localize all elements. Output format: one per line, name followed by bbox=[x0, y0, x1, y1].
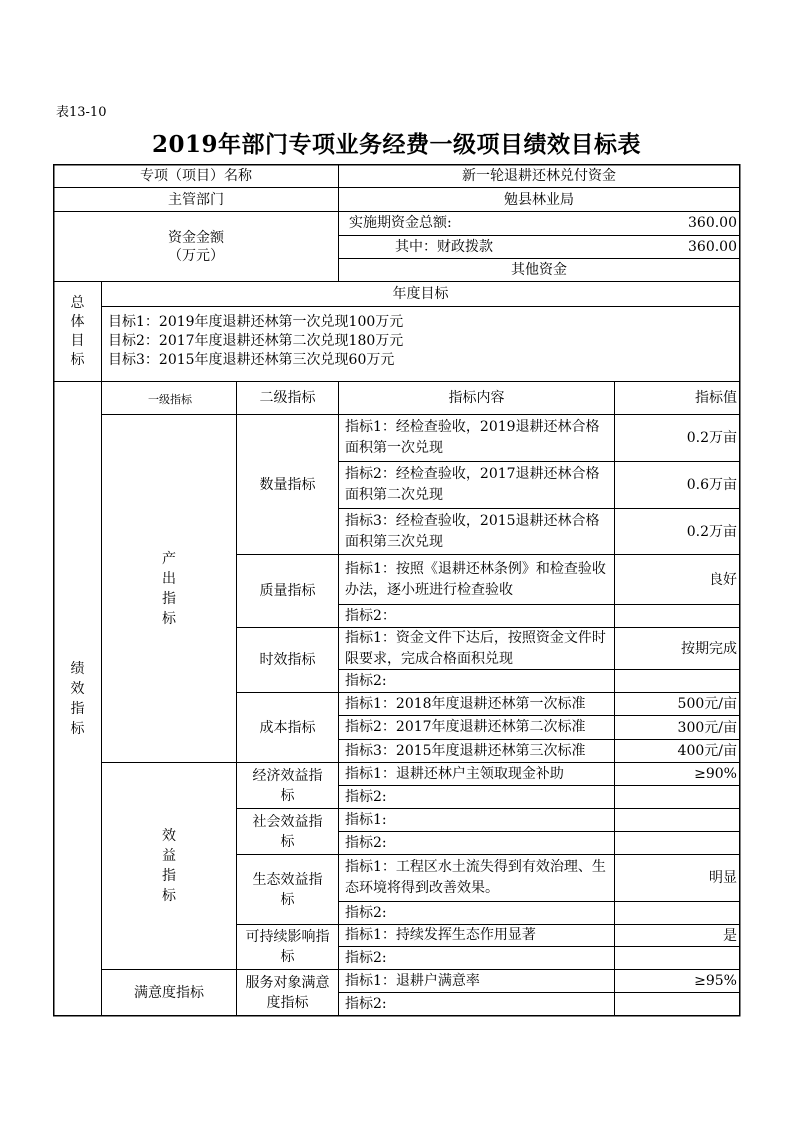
indicator-content: 指标1：退耕户满意率 bbox=[345, 972, 480, 989]
indicator-value bbox=[615, 670, 739, 692]
benefit-indicators-label bbox=[102, 763, 236, 969]
indicator-value bbox=[615, 947, 739, 969]
header-content: 指标内容 bbox=[448, 390, 505, 406]
fiscal-funds-row bbox=[339, 236, 739, 258]
indicator-value: 是 bbox=[723, 927, 737, 944]
indicator-content: 指标2: bbox=[345, 788, 387, 805]
goal-item: 目标3：2015年度退耕还林第三次兑现60万元 bbox=[108, 352, 395, 368]
output-char: 指 bbox=[162, 590, 176, 607]
overall-goals-label bbox=[54, 282, 101, 381]
indicator-content: 指标2: bbox=[345, 949, 387, 966]
cost-indicator: 成本指标 bbox=[259, 719, 316, 736]
indicator-content: 指标1: bbox=[345, 811, 387, 828]
indicator-value: 300元/亩 bbox=[677, 719, 737, 736]
performance-label bbox=[54, 382, 101, 1015]
indicator-value bbox=[615, 832, 739, 854]
header-level2: 二级指标 bbox=[259, 390, 316, 406]
benefit-char: 标 bbox=[162, 888, 176, 904]
project-label: 专项（项目）名称 bbox=[140, 168, 252, 184]
overall-char: 体 bbox=[70, 313, 85, 330]
benefit-char: 益 bbox=[162, 848, 176, 864]
indicator-content: 指标1：工程区水土流失得到有效治理、生态环境将得到改善效果。 bbox=[345, 859, 606, 896]
indicator-content: 指标1：资金文件下达后，按照资金文件时限要求，完成合格面积兑现 bbox=[345, 629, 606, 667]
indicator-value: ≥95% bbox=[694, 973, 737, 989]
indicator-value: 0.2万亩 bbox=[686, 523, 737, 540]
goal-item: 目标2：2017年度退耕还林第二次兑现180万元 bbox=[108, 333, 404, 349]
indicator-content: 指标2: bbox=[345, 672, 387, 689]
fiscal-funds-value: 360.00 bbox=[688, 239, 737, 255]
indicator-value: 明显 bbox=[709, 870, 737, 886]
total-funds-label: 实施期资金总额: bbox=[349, 215, 452, 231]
goal-item: 目标1：2019年度退耕还林第一次兑现100万元 bbox=[108, 314, 404, 330]
social-benefit-indicator: 社会效益指标 bbox=[252, 813, 323, 850]
indicator-value bbox=[615, 902, 739, 924]
economic-benefit-indicator: 经济效益指标 bbox=[252, 767, 323, 804]
benefit-char: 效 bbox=[162, 828, 176, 844]
indicator-content: 指标3：2015年度退耕还林第三次标准 bbox=[345, 742, 586, 759]
project-name: 新一轮退耕还林兑付资金 bbox=[462, 168, 616, 184]
indicator-content: 指标2：经检查验收，2017退耕还林合格面积第二次兑现 bbox=[345, 466, 600, 503]
output-char: 出 bbox=[162, 570, 176, 587]
dept-name: 勉县林业局 bbox=[504, 191, 574, 208]
benefit-char: 指 bbox=[162, 868, 176, 884]
funds-label-line1: 资金金额 bbox=[168, 229, 224, 246]
indicator-value: 按期完成 bbox=[681, 640, 737, 657]
perf-char: 指 bbox=[70, 700, 85, 717]
indicator-value: 400元/亩 bbox=[677, 743, 737, 759]
indicator-content: 指标1：按照《退耕还林条例》和检查验收办法，逐小班进行检查验收 bbox=[345, 560, 606, 598]
annual-goal-header: 年度目标 bbox=[392, 286, 449, 302]
indicator-content: 指标1：经检查验收，2019退耕还林合格面积第一次兑现 bbox=[345, 419, 600, 456]
indicator-value: ≥90% bbox=[694, 766, 737, 782]
header-level1: 一级指标 bbox=[148, 392, 192, 406]
indicator-value: 500元/亩 bbox=[677, 696, 737, 712]
indicator-content: 指标2：2017年度退耕还林第二次标准 bbox=[345, 719, 586, 735]
indicator-content: 指标2: bbox=[345, 995, 387, 1012]
indicator-content: 指标2: bbox=[345, 904, 387, 921]
perf-char: 标 bbox=[70, 720, 85, 737]
perf-char: 绩 bbox=[70, 660, 85, 677]
quantity-indicator: 数量指标 bbox=[259, 476, 316, 493]
indicator-content: 指标3：经检查验收，2015退耕还林合格面积第三次兑现 bbox=[345, 512, 600, 550]
sustainable-impact-indicator: 可持续影响指标 bbox=[245, 929, 330, 965]
ecological-benefit-indicator: 生态效益指标 bbox=[252, 871, 323, 908]
indicator-content: 指标1：退耕还林户主领取现金补助 bbox=[345, 765, 564, 782]
goals-list bbox=[102, 307, 739, 381]
indicator-content: 指标2: bbox=[345, 834, 387, 851]
output-char: 产 bbox=[162, 550, 176, 567]
output-indicators-label bbox=[102, 415, 236, 762]
other-funds-label: 其他资金 bbox=[511, 262, 567, 278]
indicator-value: 0.2万亩 bbox=[686, 430, 737, 446]
indicator-content: 指标2： bbox=[345, 607, 396, 624]
quality-indicator: 质量指标 bbox=[259, 583, 316, 599]
table-number: 表13-10 bbox=[56, 105, 107, 120]
satisfaction-indicators-label: 满意度指标 bbox=[134, 984, 204, 1001]
indicator-value: 良好 bbox=[709, 571, 737, 588]
indicator-content: 指标1：2018年度退耕还林第一次标准 bbox=[345, 695, 586, 712]
fiscal-funds-label: 其中：财政拨款 bbox=[395, 239, 493, 255]
dept-label: 主管部门 bbox=[168, 191, 224, 208]
indicator-value bbox=[615, 993, 739, 1015]
indicator-value bbox=[615, 809, 739, 831]
indicator-value bbox=[615, 786, 739, 808]
funds-label-line2: （万元） bbox=[168, 247, 224, 264]
indicator-content: 指标1：持续发挥生态作用显著 bbox=[345, 927, 536, 943]
overall-char: 标 bbox=[70, 351, 85, 368]
total-funds-row bbox=[339, 212, 739, 235]
indicator-value bbox=[615, 605, 739, 627]
total-funds-value: 360.00 bbox=[688, 215, 737, 231]
perf-char: 效 bbox=[70, 680, 85, 697]
funds-label bbox=[54, 212, 338, 281]
timeliness-indicator: 时效指标 bbox=[259, 652, 316, 668]
service-satisfaction-indicator: 服务对象满意度指标 bbox=[245, 974, 330, 1011]
page-title: 2019年部门专项业务经费一级项目绩效目标表 bbox=[151, 131, 641, 158]
header-value: 指标值 bbox=[695, 390, 737, 406]
output-char: 标 bbox=[162, 610, 176, 627]
overall-char: 目 bbox=[70, 332, 85, 349]
overall-char: 总 bbox=[70, 294, 85, 311]
indicator-value: 0.6万亩 bbox=[686, 477, 737, 493]
